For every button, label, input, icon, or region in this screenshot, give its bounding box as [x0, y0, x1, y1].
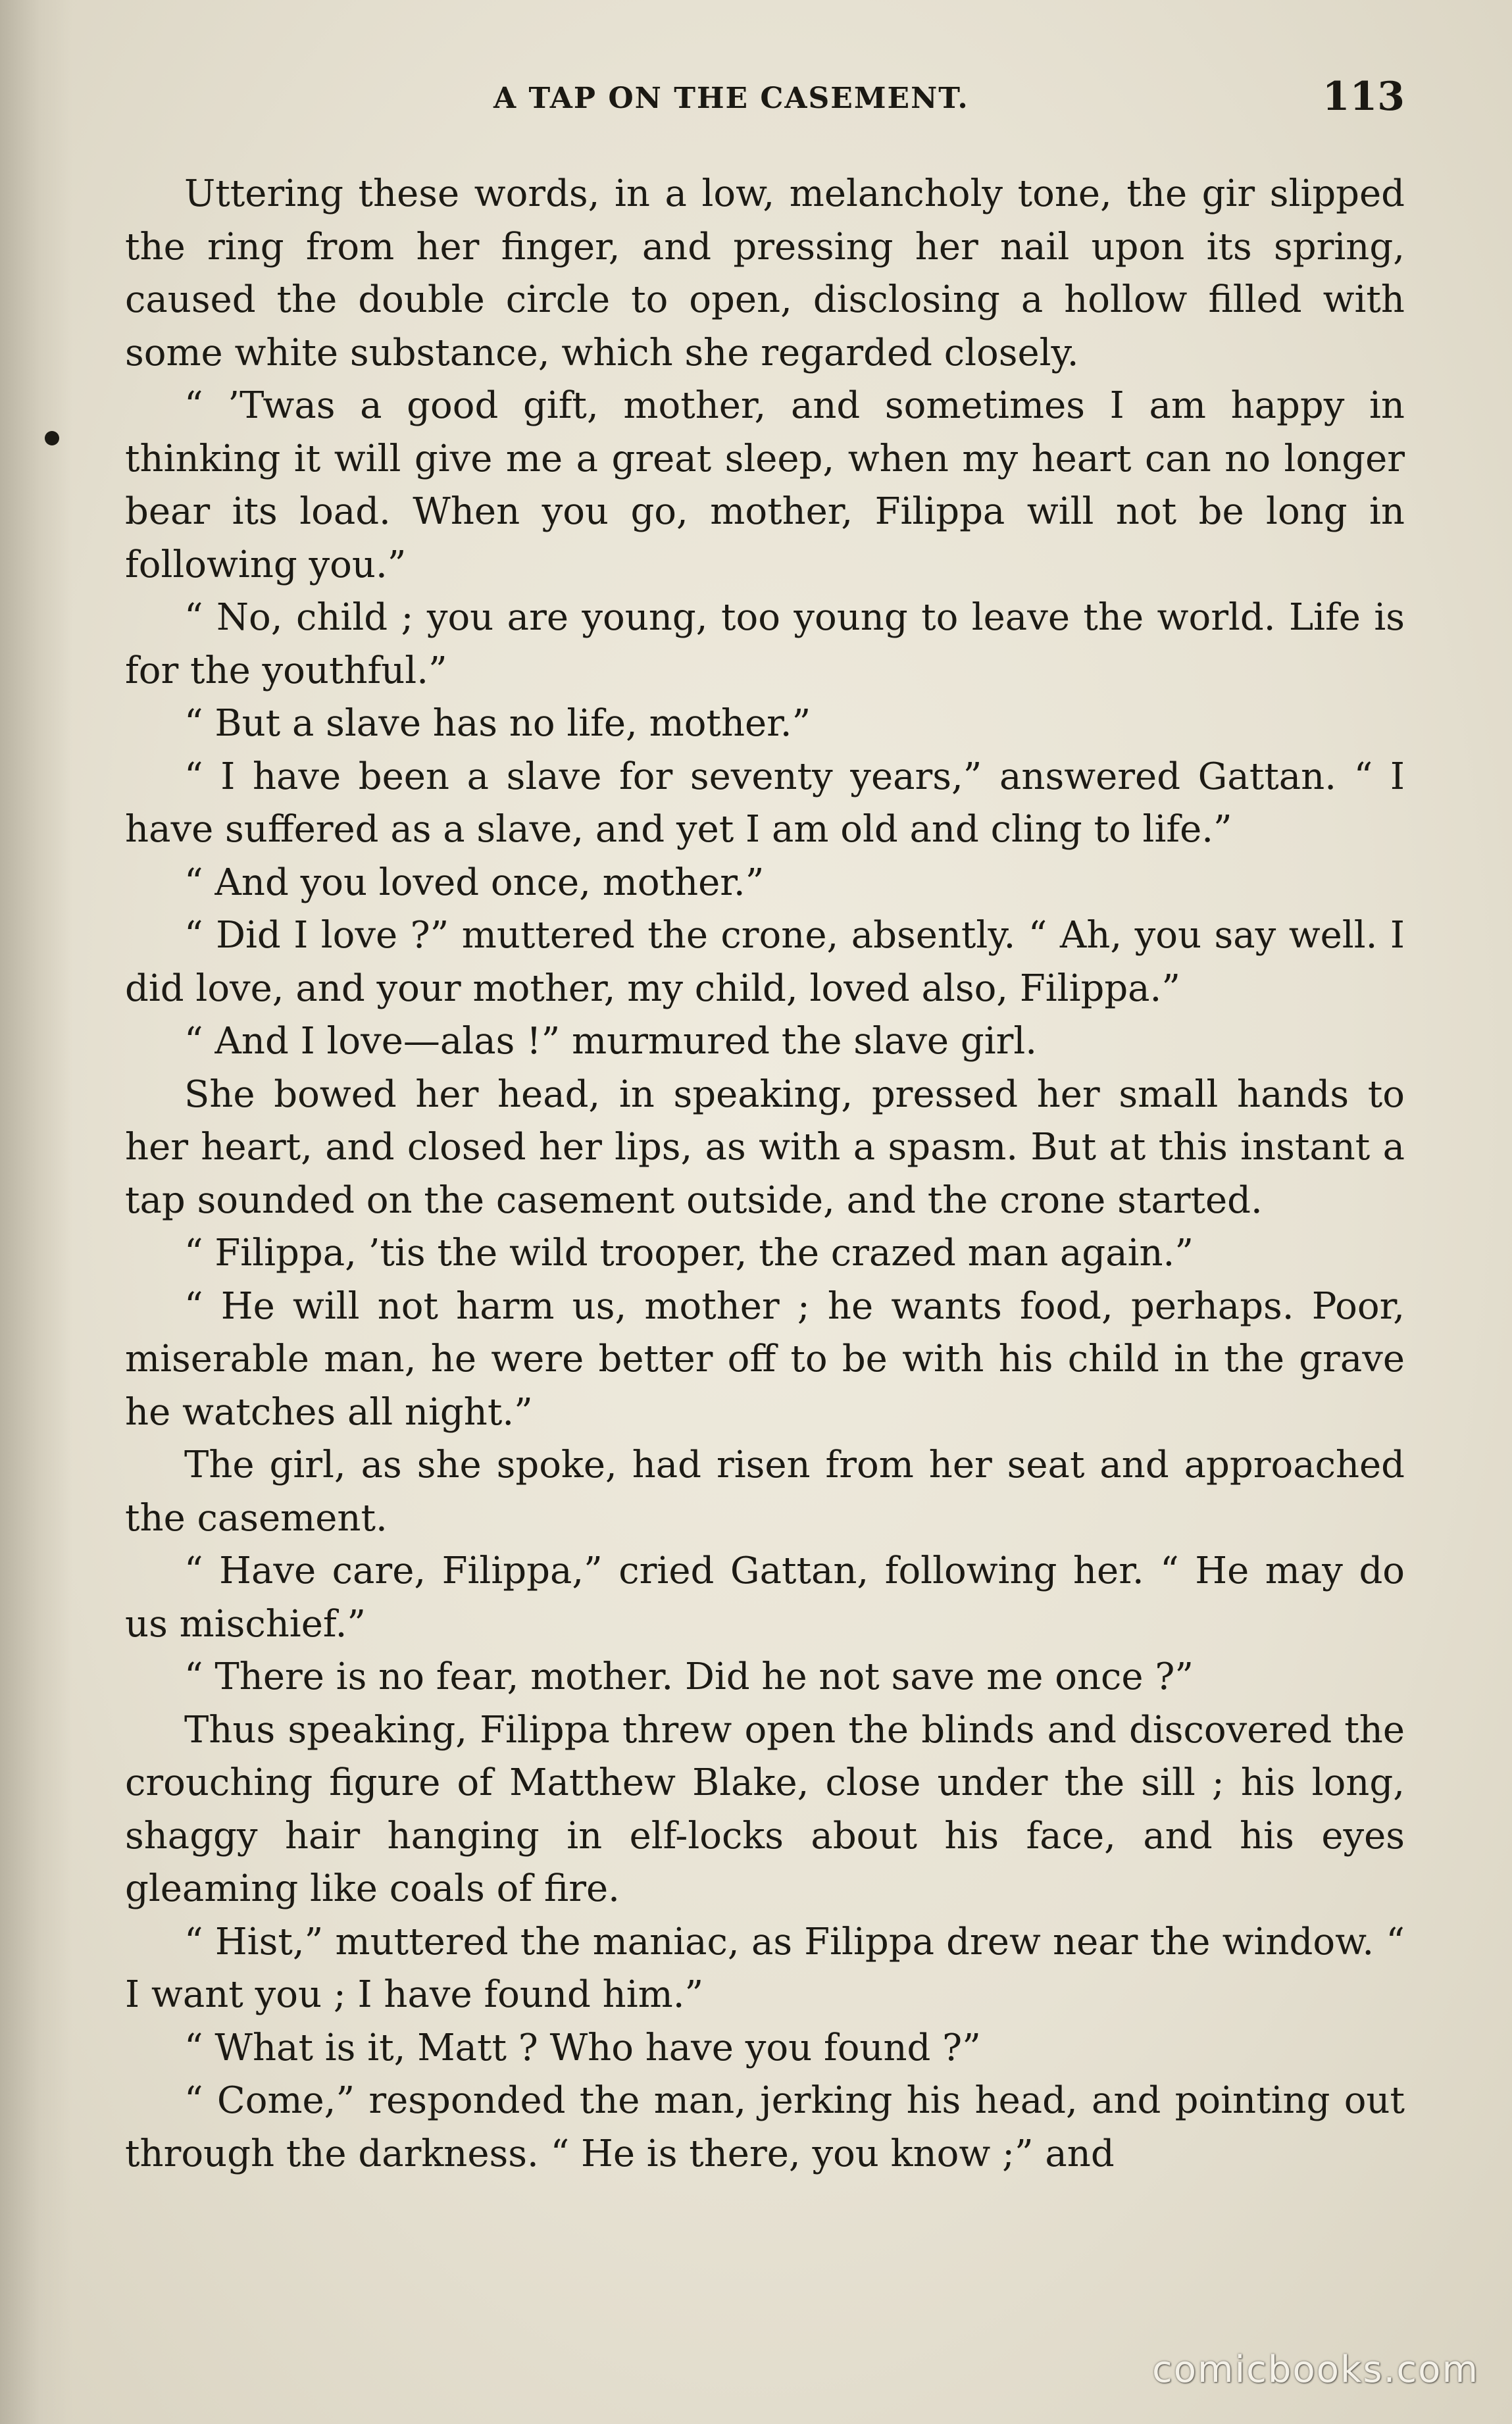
paragraph: The girl, as she spoke, had risen from her seat and approached the casement.	[125, 1444, 1405, 1540]
paragraph: “ ’Twas a good gift, mother, and sometimes I am happy in thinking it will give me a great sleep, when my heart can no longer bear its load. When you go, mother, Filippa will not be long in following you.”	[125, 384, 1405, 586]
paragraph: “ Come,” responded the man, jerking his head, and pointing out through the darkness. “ He is there, you know ;” and	[125, 2079, 1405, 2175]
paragraph: “ Did I love ?” muttered the crone, absently. “ Ah, you say well. I did love, and your mother, my child, loved also, Filippa.”	[125, 914, 1405, 1010]
paragraph: “ Have care, Filippa,” cried Gattan, following her. “ He may do us mischief.”	[125, 1550, 1405, 1646]
watermark: comicbooks.com	[1151, 2348, 1479, 2391]
page-gutter-shadow	[0, 0, 72, 2424]
paragraph: “ But a slave has no life, mother.”	[184, 702, 811, 745]
page-header	[125, 71, 1405, 130]
body-text	[125, 168, 1405, 2181]
paragraph: Uttering these words, in a low, melancholy tone, the gir slipped the ring from her finger, and pressing her nail upon its spring, caused the double circle to open, disclosing a hollow filled with some white substance, which she regarded closely.	[125, 172, 1405, 374]
paragraph: “ There is no fear, mother. Did he not save me once ?”	[184, 1655, 1194, 1698]
paragraph: “ What is it, Matt ? Who have you found ?”	[184, 2026, 981, 2069]
paragraph: “ And I love—alas !” murmured the slave girl.	[184, 1020, 1038, 1063]
paragraph: “ I have been a slave for seventy years,” answered Gattan. “ I have suffered as a slave, and yet I am old and cling to life.”	[125, 755, 1405, 851]
paragraph: “ Filippa, ’tis the wild trooper, the crazed man again.”	[184, 1232, 1194, 1275]
paragraph: “ He will not harm us, mother ; he wants food, perhaps. Poor, miserable man, he were better off to be with his child in the grave he watches all night.”	[125, 1284, 1405, 1434]
running-head: A TAP ON THE CASEMENT.	[493, 82, 969, 115]
paragraph: She bowed her head, in speaking, pressed her small hands to her heart, and closed her lips, as with a spasm. But at this instant a tap sounded on the casement outside, and the crone started.	[125, 1073, 1405, 1222]
paragraph: “ And you loved once, mother.”	[184, 861, 765, 904]
paragraph: “ Hist,” muttered the maniac, as Filippa drew near the window. “ I want you ; I have found him.”	[125, 1920, 1405, 2016]
paragraph: “ No, child ; you are young, too young to leave the world. Life is for the youthful.”	[125, 596, 1405, 692]
paragraph: Thus speaking, Filippa threw open the blinds and discovered the crouching figure of Matthew Blake, close under the sill ; his long, shaggy hair hanging in elf-locks about his face, and his eyes gleaming like coals of fire.	[125, 1708, 1405, 1910]
page-number: 113	[1322, 74, 1405, 120]
ink-dot-mark	[45, 431, 59, 445]
